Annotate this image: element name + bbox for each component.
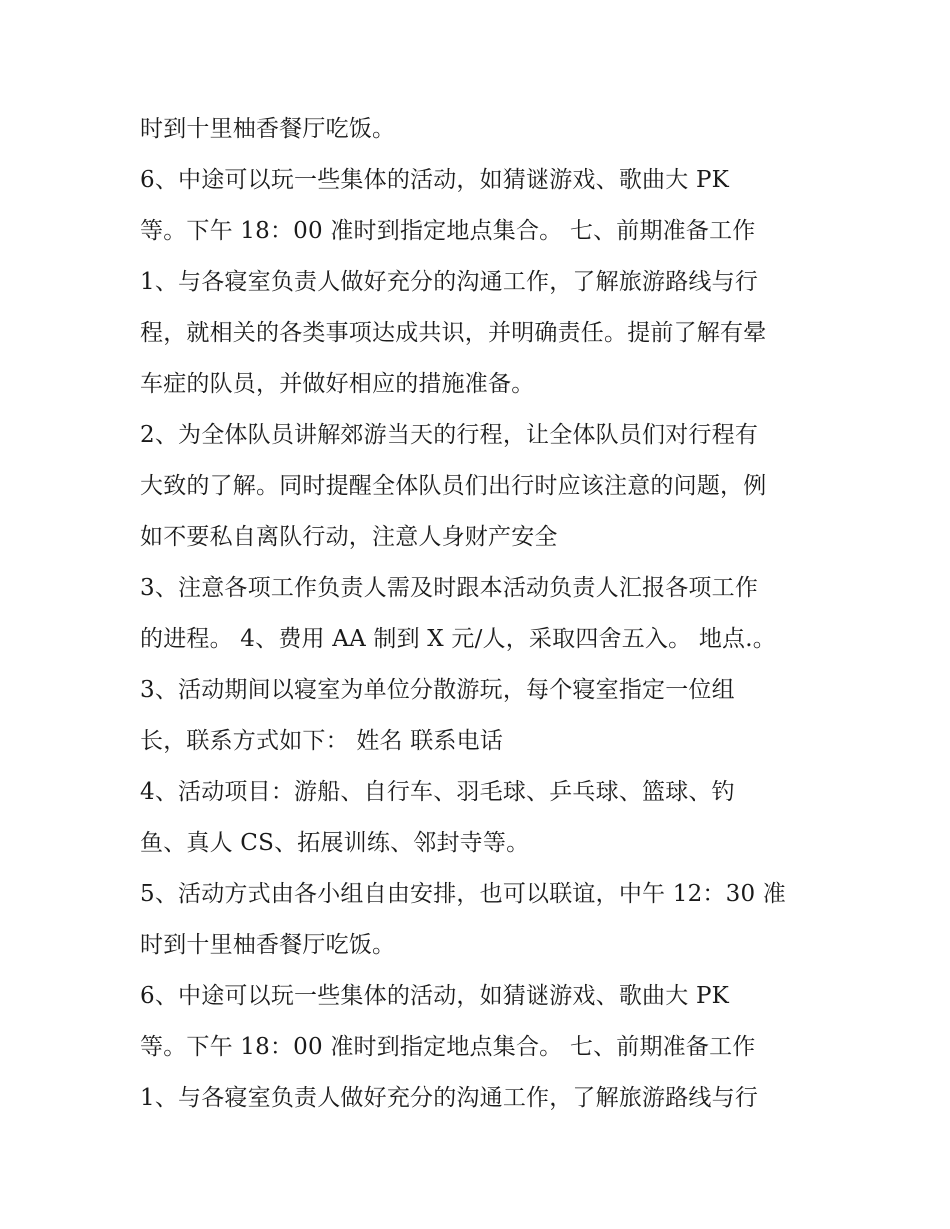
text-line: 3、活动期间以寝室为单位分散游玩，每个寝室指定一位组 xyxy=(140,677,735,703)
text-line: 时到十里柚香餐厅吃饭。 xyxy=(140,116,396,142)
text-line: 2、为全体队员讲解郊游当天的行程，让全体队员们对行程有 xyxy=(140,422,759,448)
text-line: 长，联系方式如下： 姓名 联系电话 xyxy=(140,728,504,754)
text-line: 如不要私自离队行动，注意人身财产安全 xyxy=(140,524,558,550)
text-line: 4、活动项目：游船、自行车、羽毛球、乒乓球、篮球、钓 xyxy=(140,779,735,805)
text-line: 的进程。 4、费用 AA 制到 X 元/人，采取四舍五入。 地点.。 xyxy=(140,626,776,652)
text-line: 6、中途可以玩一些集体的活动，如猜谜游戏、歌曲大 PK xyxy=(140,983,730,1009)
text-line: 等。下午 18：00 准时到指定地点集合。 七、前期准备工作 xyxy=(140,1034,756,1060)
text-line: 时到十里柚香餐厅吃饭。 xyxy=(140,932,396,958)
text-line: 6、中途可以玩一些集体的活动，如猜谜游戏、歌曲大 PK xyxy=(140,167,730,193)
text-line: 车症的队员，并做好相应的措施准备。 xyxy=(140,371,535,397)
text-line: 程，就相关的各类事项达成共识，并明确责任。提前了解有晕 xyxy=(140,320,767,346)
text-line: 3、注意各项工作负责人需及时跟本活动负责人汇报各项工作 xyxy=(140,575,759,601)
text-line: 5、活动方式由各小组自由安排，也可以联谊，中午 12：30 准 xyxy=(140,881,786,907)
text-line: 鱼、真人 CS、拓展训练、邻封寺等。 xyxy=(140,830,530,856)
text-line: 1、与各寝室负责人做好充分的沟通工作，了解旅游路线与行 xyxy=(140,1085,759,1111)
text-line: 等。下午 18：00 准时到指定地点集合。 七、前期准备工作 xyxy=(140,218,756,244)
text-line: 1、与各寝室负责人做好充分的沟通工作，了解旅游路线与行 xyxy=(140,269,759,295)
text-line: 大致的了解。同时提醒全体队员们出行时应该注意的问题，例 xyxy=(140,473,767,499)
document-body xyxy=(140,104,830,1124)
